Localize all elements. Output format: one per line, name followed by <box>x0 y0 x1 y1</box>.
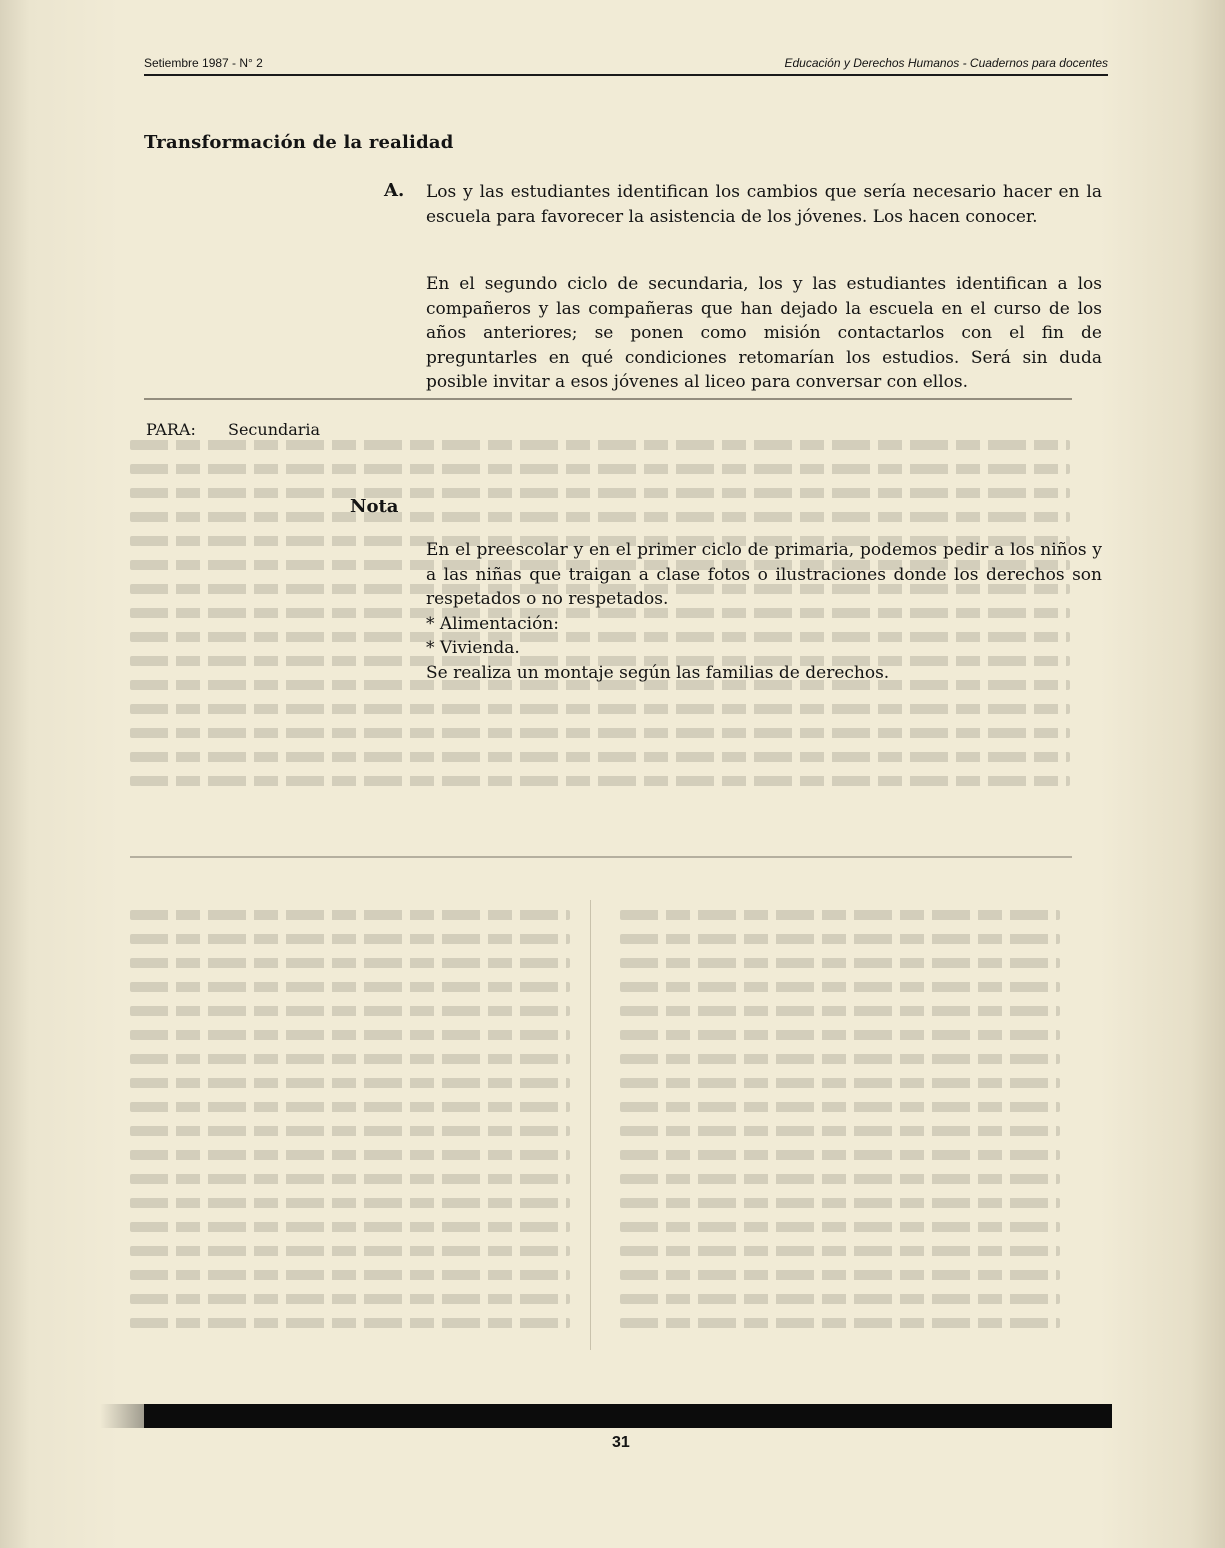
header-publication: Educación y Derechos Humanos - Cuadernos para docentes <box>784 56 1108 70</box>
note-intro: En el preescolar y en el primer ciclo de primaria, podemos pedir a los niños y a las niñas que traigan a clase fotos o ilustraciones donde los derechos son respetados o no respetados. <box>426 540 1102 609</box>
divider <box>144 398 1072 400</box>
audience-label: PARA: <box>146 420 196 439</box>
running-header <box>144 54 1108 76</box>
footer-bar <box>144 1404 1112 1428</box>
page-number: 31 <box>612 1434 630 1451</box>
note-item: * Alimentación: <box>426 613 560 634</box>
section-title: Transformación de la realidad <box>144 132 454 153</box>
note-item: * Vivienda. <box>426 638 520 658</box>
divider <box>130 856 1072 858</box>
paragraph: En el segundo ciclo de secundaria, los y las estudiantes identifican a los compañeros y las compañeras que han dejado la escuela en el curso de los años anteriores; se ponen como misión contactarlos con el fin de preguntarles en qué condiciones retomarían los estudios. Será sin duda posible invitar a esos jóvenes al liceo para conversar con ellos. <box>426 274 1102 392</box>
audience-value: Secundaria <box>228 420 321 439</box>
bleed-through-column-divider <box>590 900 591 1350</box>
paragraph: Los y las estudiantes identifican los cambios que sería necesario hacer en la escuela para favorecer la asistencia de los jóvenes. Los hacen conocer. <box>426 182 1102 227</box>
header-issue: Setiembre 1987 - N° 2 <box>144 56 263 70</box>
note-body <box>426 538 1102 685</box>
item-label: A. <box>384 180 405 201</box>
note-closing: Se realiza un montaje según las familias de derechos. <box>426 662 890 683</box>
bleed-through-text-lower <box>130 910 1070 1350</box>
audience-line <box>146 420 320 439</box>
note-title: Nota <box>350 496 399 517</box>
